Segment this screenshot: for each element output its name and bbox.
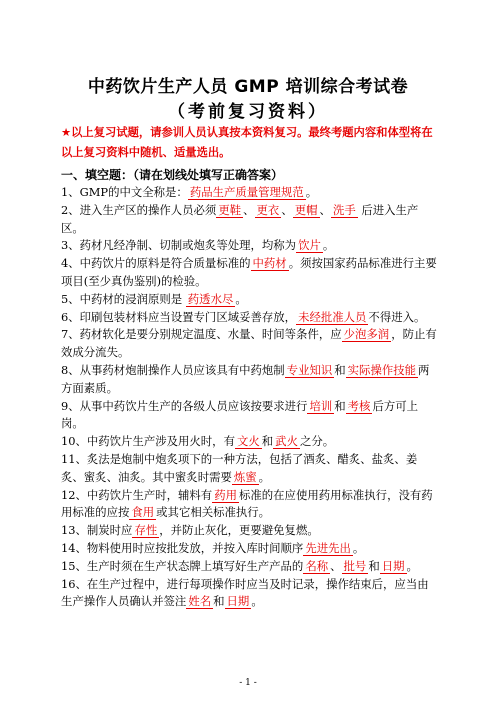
question-item: [61, 237, 437, 255]
review-notice: ★以上复习试题，请参训人员认真按本资料复习。最终考题内容和体型将在以上复习资料中随机、适量选出。: [61, 126, 433, 159]
question-text: 2、进入生产区的操作人员必须: [61, 202, 217, 217]
page-number: - 1 -: [239, 678, 257, 688]
question-item: [61, 202, 437, 238]
answer-blank: 实际操作技能: [347, 362, 417, 377]
answer-blank: 洗手: [332, 202, 356, 217]
question-text: 、: [281, 202, 293, 217]
question-item: [61, 433, 437, 451]
question-item: [61, 576, 437, 612]
question-text: 和: [261, 434, 274, 449]
answer-blank: 武火: [275, 434, 298, 449]
question-text: 后方可上岗。: [61, 398, 419, 431]
question-text: 12、中药饮片生产时，辅料有: [61, 487, 213, 502]
answer-blank: 姓名: [188, 594, 212, 609]
answer-blank: 考核: [347, 398, 371, 413]
question-text: 。: [352, 540, 365, 555]
question-text: 。: [235, 291, 247, 306]
answer-blank: 药品生产质量管理规范: [189, 185, 304, 199]
question-item: [61, 184, 437, 202]
question-text: 两方面素质。: [61, 362, 430, 395]
question-item: [61, 487, 437, 523]
question-text: 或其它相关标准执行。: [156, 505, 271, 520]
question-text: 3、药材凡经净制、切制或炮炙等处理，均称为: [61, 238, 297, 253]
answer-blank: 药用: [214, 487, 237, 502]
answer-blank: 更鞋: [218, 202, 242, 217]
question-item: [61, 522, 437, 540]
question-text: 标准的在应使用药用标准执行，没有药用标准的应按: [61, 487, 433, 520]
question-text: 和: [334, 362, 346, 377]
question-item: [61, 558, 437, 576]
question-text: 和: [213, 594, 225, 609]
question-item: [61, 398, 437, 434]
answer-blank: 少泡多润: [343, 327, 390, 342]
question-item: [61, 255, 437, 291]
question-text: 。: [322, 238, 335, 253]
question-item: [61, 291, 437, 309]
question-item: [61, 309, 437, 327]
question-text: 5、中药材的浸润原则是: [61, 291, 186, 306]
answer-blank: 药透水尽: [187, 291, 234, 306]
page-subtitle: （考前复习资料）: [168, 102, 328, 122]
question-text: 11、炙法是炮制中炮炙项下的一种方法，包括了酒炙、醋炙、盐炙、姜炙、蜜炙、油炙。其中蜜炙时需要: [61, 451, 418, 484]
question-item: [61, 540, 437, 558]
question-text: 、: [243, 202, 255, 217]
answer-blank: 专业知识: [286, 362, 333, 377]
question-text: 9、从事中药饮片生产的各级人员应该按要求进行: [61, 398, 308, 413]
section-heading: 一、填空题：（请在划线处填写正确答案）: [61, 168, 284, 182]
question-item: [61, 451, 437, 487]
question-text: 7、药材软化是要分别规定温度、水量、时间等条件，应: [61, 327, 342, 342]
answer-blank: 炼蜜: [233, 469, 257, 484]
question-text: 。: [305, 185, 318, 199]
question-text: 、: [319, 202, 331, 217]
question-text: 14、物料使用时应按批发放，并按入库时间顺序: [61, 540, 304, 555]
answer-blank: 先进先出: [305, 540, 351, 555]
answer-blank: 更帽: [294, 202, 318, 217]
question-text: 8、从事药材炮制操作人员应该具有中药炮制: [61, 362, 285, 377]
question-list: [61, 184, 437, 611]
question-text: 。: [251, 594, 263, 609]
question-text: 1、GMP的中文全称是：: [61, 185, 188, 199]
answer-blank: 日期: [226, 594, 250, 609]
question-text: 不得进入。: [368, 309, 426, 324]
answer-blank: 存性: [134, 523, 158, 538]
answer-blank: 食用: [131, 505, 155, 520]
page-title: 中药饮片生产人员 GMP 培训综合考试卷: [87, 77, 409, 97]
question-text: 10、中药饮片生产涉及用火时，有: [61, 434, 235, 449]
question-item: [61, 362, 437, 398]
question-text: 后进入生产区。: [61, 202, 419, 235]
question-text: 13、制炭时应: [61, 523, 133, 538]
answer-blank: 培训: [309, 398, 333, 413]
answer-blank: 饮片: [298, 238, 321, 253]
question-text: 4、中药饮片的原料是符合质量标准的: [61, 256, 251, 271]
question-text: 之分。: [299, 434, 335, 449]
question-text: 。: [406, 558, 418, 573]
question-text: ，防止有效成分流失。: [61, 327, 437, 360]
answer-blank: 日期: [381, 558, 405, 573]
answer-blank: 名称: [305, 558, 329, 573]
question-text: 、: [330, 558, 342, 573]
question-text: 16、在生产过程中，进行每项操作时应当及时记录，操作结束后，应当由生产操作人员确认并签注: [61, 576, 429, 609]
answer-blank: 批号: [343, 558, 367, 573]
question-text: ，并防止灰化，更要避免复燃。: [159, 523, 319, 538]
question-text: 和: [368, 558, 380, 573]
answer-blank: 中药材: [252, 256, 287, 271]
answer-blank: 未经批准人员: [298, 309, 367, 324]
question-text: 。须按国家药品标准进行主要项目(至少真伪鉴别)的检验。: [61, 256, 437, 288]
question-text: 6、印刷包装材料应当设置专门区域妥善存放，: [61, 309, 297, 324]
question-text: 和: [334, 398, 346, 413]
question-item: [61, 326, 437, 362]
question-text: 。: [258, 469, 271, 484]
answer-blank: 更衣: [256, 202, 280, 217]
question-text: 15、生产时须在生产状态牌上填写好生产产品的: [61, 558, 304, 573]
answer-blank: 文火: [236, 434, 260, 449]
